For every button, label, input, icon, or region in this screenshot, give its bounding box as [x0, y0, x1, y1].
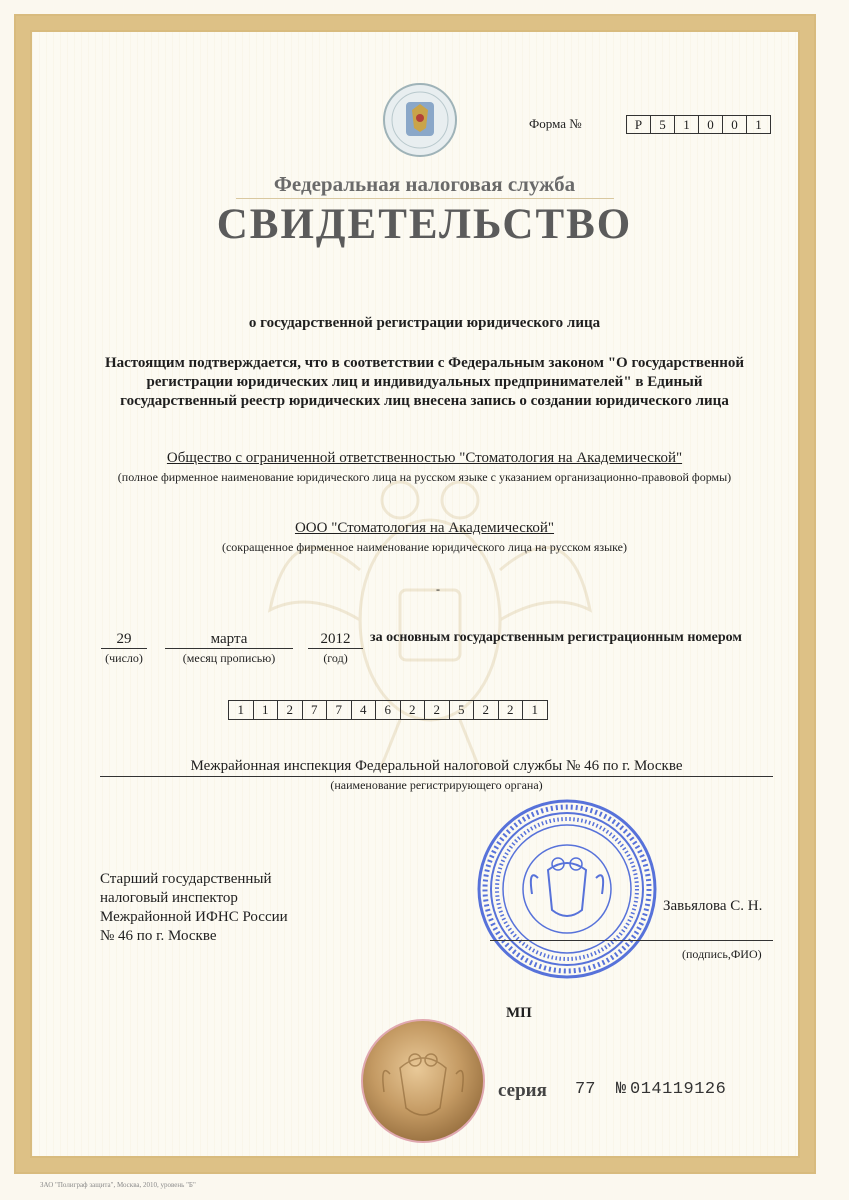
series-number: 77	[575, 1080, 596, 1099]
position-line: Межрайонной ИФНС России	[100, 909, 288, 925]
month-caption: (месяц прописью)	[182, 651, 276, 665]
ogrn-label: за основным государственным регистрационным номером	[370, 630, 742, 645]
hologram-seal-icon	[360, 1018, 486, 1144]
signer-name: Завьялова С. Н.	[663, 898, 763, 914]
ogrn-digit: 2	[474, 701, 499, 719]
signer-position	[100, 870, 330, 946]
form-code	[626, 115, 771, 134]
registration-year	[308, 630, 363, 666]
ogrn-digit: 2	[401, 701, 426, 719]
ogrn-digit: 1	[254, 701, 279, 719]
service-divider	[236, 198, 614, 199]
number-sign: №	[616, 1080, 627, 1099]
official-stamp-icon	[476, 798, 658, 980]
ogrn-digit: 2	[499, 701, 524, 719]
ogrn-digit: 1	[523, 701, 548, 719]
authority-caption: (наименование регистрирующего органа)	[330, 778, 543, 792]
short-company-name-value: ООО "Стоматология на Академической"	[294, 520, 555, 536]
month-value: марта	[165, 630, 293, 649]
year-value: 2012	[308, 630, 363, 649]
full-company-name	[0, 450, 849, 467]
year-caption: (год)	[323, 651, 348, 665]
short-name-caption: (сокращенное фирменное наименование юридического лица на русском языке)	[221, 540, 628, 554]
ogrn-digit: 7	[303, 701, 328, 719]
ogrn-digit: 7	[327, 701, 352, 719]
dash-mark: -	[436, 582, 440, 596]
eagle-watermark-icon	[250, 450, 610, 780]
short-company-name	[0, 520, 849, 537]
form-code-cell: 0	[723, 116, 747, 133]
day-caption: (число)	[105, 651, 143, 665]
day-value: 29	[101, 630, 147, 649]
printer-imprint: ЗАО "Полиграф защита", Москва, 2010, уровень "Б"	[40, 1181, 196, 1189]
form-label: Форма №	[529, 116, 582, 131]
ogrn-digit: 6	[376, 701, 401, 719]
form-code-cell: 1	[675, 116, 699, 133]
form-code-cell: 0	[699, 116, 723, 133]
signature-caption: (подпись,ФИО)	[682, 947, 762, 961]
full-name-caption: (полное фирменное наименование юридического лица на русском языке с указанием организационно-правовой формы)	[117, 470, 732, 484]
signature-line	[490, 940, 773, 941]
ogrn-digit: 2	[278, 701, 303, 719]
certificate-subtitle: о государственной регистрации юридического лица	[248, 315, 601, 331]
confirmation-text: Настоящим подтверждается, что в соответствии с Федеральным законом "О государственной регистрации юридических лиц и индивидуальных предпринимателей" в Единый государственный реестр юридических лиц внесена запись о создании юридического лица	[104, 355, 745, 409]
full-company-name-value: Общество с ограниченной ответственностью "Стоматология на Академической"	[166, 450, 683, 466]
form-code-cell: 5	[651, 116, 675, 133]
form-code-cell: 1	[747, 116, 771, 133]
seal-place-label: МП	[506, 1005, 532, 1021]
position-line: Старший государственный	[100, 871, 272, 887]
series-label: серия	[498, 1080, 547, 1101]
registration-month	[165, 630, 293, 666]
ogrn-number	[228, 700, 548, 720]
position-line: налоговый инспектор	[100, 890, 238, 906]
fns-emblem-icon	[376, 80, 464, 160]
ogrn-digit: 5	[450, 701, 475, 719]
registration-day	[101, 630, 147, 666]
position-line: № 46 по г. Москве	[100, 928, 217, 944]
ogrn-digit: 1	[229, 701, 254, 719]
certificate-number: 014119126	[630, 1080, 727, 1099]
ogrn-digit: 2	[425, 701, 450, 719]
registering-authority: Межрайонная инспекция Федеральной налоговой службы № 46 по г. Москве	[100, 758, 773, 777]
ogrn-digit: 4	[352, 701, 377, 719]
issuing-service: Федеральная налоговая служба	[273, 172, 576, 196]
form-code-cell: Р	[627, 116, 651, 133]
certificate-title: СВИДЕТЕЛЬСТВО	[216, 201, 633, 248]
